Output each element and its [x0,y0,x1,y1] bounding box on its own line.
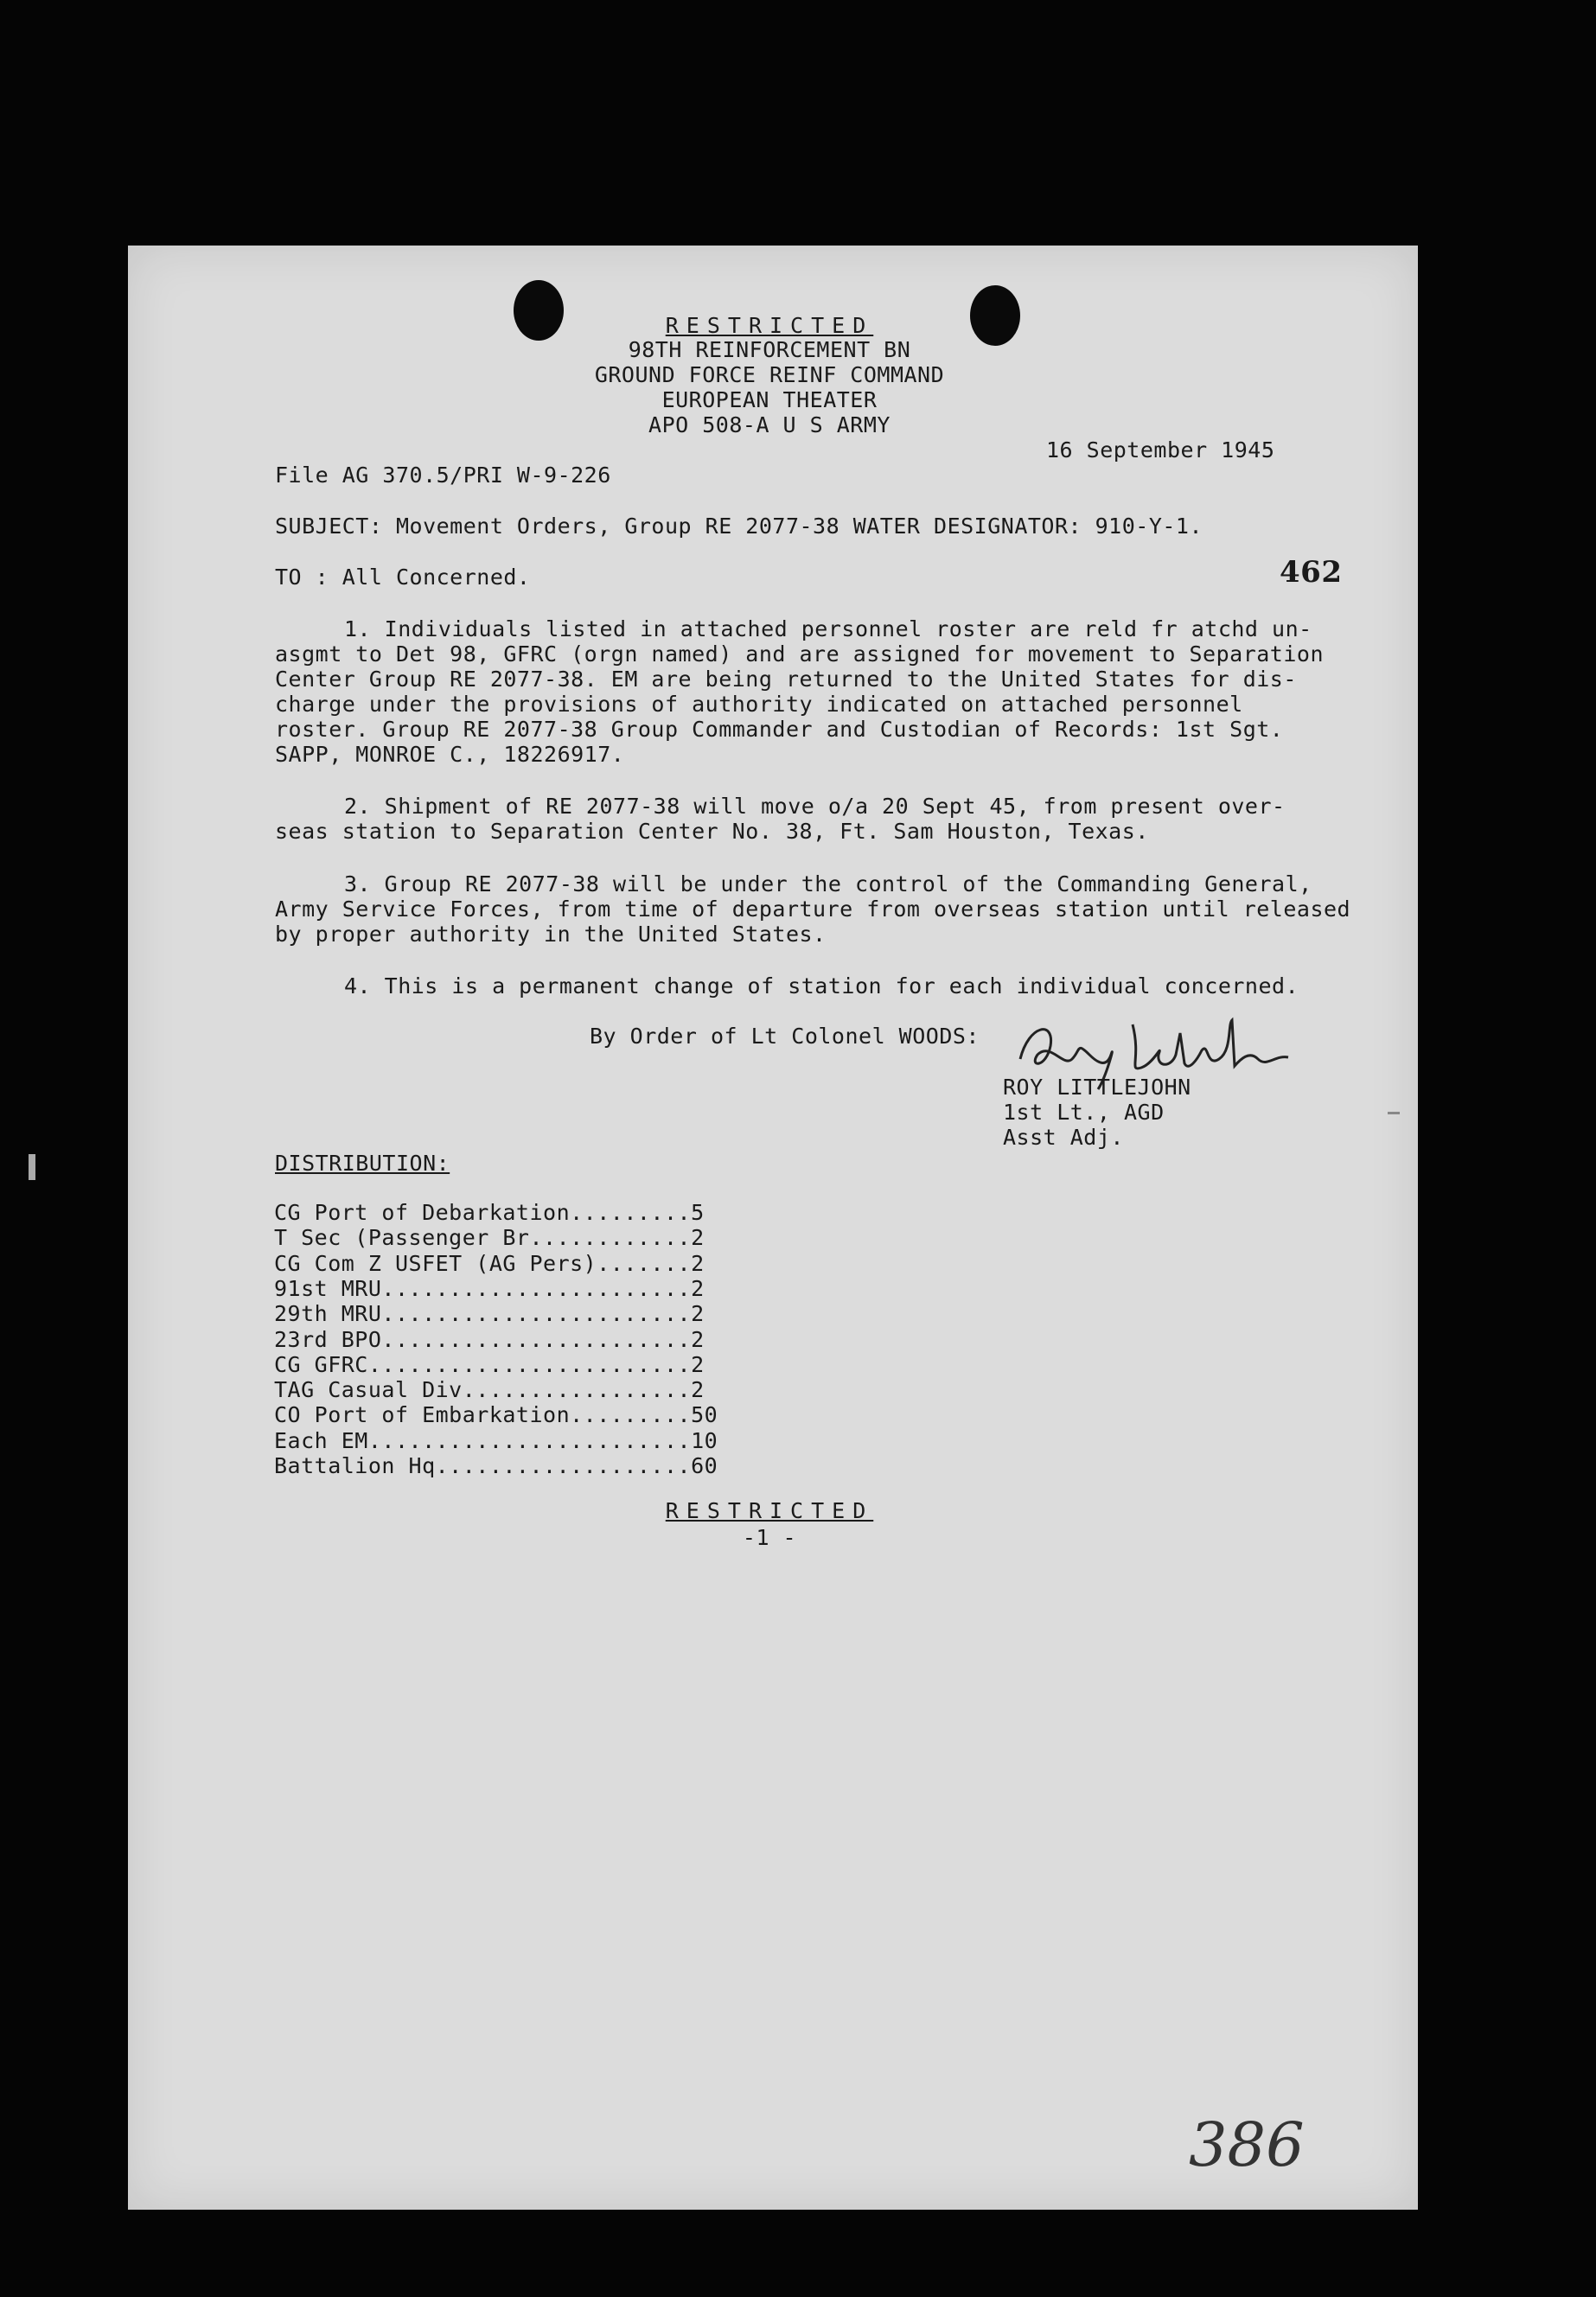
distribution-item: TAG Casual Div.................2 [274,1377,705,1403]
punch-hole-right [970,285,1020,346]
scan-speck [1388,1112,1400,1114]
paragraph-1-line-5: roster. Group RE 2077-38 Group Commander and Custodian of Records: 1st Sgt. [275,717,1284,742]
distribution-item: Battalion Hq...................60 [274,1453,718,1478]
page-number: -1 - [742,1525,797,1550]
punch-hole-left [514,280,564,341]
apo-address: APO 508-A U S ARMY [648,412,891,437]
classification-top: RESTRICTED [665,313,874,338]
paragraph-3-line-3: by proper authority in the United States. [275,922,827,947]
distribution-item: 91st MRU.......................2 [274,1275,705,1301]
to-line: TO : All Concerned. [275,565,531,590]
paragraph-3-line-1: 3. Group RE 2077-38 will be under the control of the Commanding General, [344,871,1312,896]
distribution-item: CG GFRC........................2 [274,1351,705,1377]
document-date: 16 September 1945 [1046,437,1275,463]
scan-speck [29,1154,35,1180]
distribution-item: CG Com Z USFET (AG Pers).......2 [274,1250,705,1276]
paragraph-1-line-3: Center Group RE 2077-38. EM are being returned to the United States for dis- [275,667,1297,692]
distribution-item: 29th MRU.......................2 [274,1301,705,1327]
signatory-name: ROY LITTLEJOHN [1003,1075,1191,1100]
distribution-heading: DISTRIBUTION: [275,1151,450,1176]
paragraph-2-line-1: 2. Shipment of RE 2077-38 will move o/a 20 Sept 45, from present over- [344,794,1286,819]
classification-bottom: RESTRICTED [665,1498,874,1523]
distribution-item: CO Port of Embarkation.........50 [274,1402,718,1428]
distribution-item: CG Port of Debarkation.........5 [274,1200,705,1225]
distribution-item: Each EM........................10 [274,1427,718,1453]
distribution-item: 23rd BPO.......................2 [274,1326,705,1352]
signatory-rank: 1st Lt., AGD [1003,1100,1165,1125]
stamp-number: 462 [1280,555,1343,590]
subject-line: SUBJECT: Movement Orders, Group RE 2077-38 WATER DESIGNATOR: 910-Y-1. [275,514,1203,539]
archive-number: 386 [1189,2109,1305,2180]
paragraph-4: 4. This is a permanent change of station for each individual concerned. [344,973,1299,999]
signatory-title: Asst Adj. [1003,1125,1124,1150]
distribution-item: T Sec (Passenger Br............2 [274,1225,705,1251]
paragraph-1-line-6: SAPP, MONROE C., 18226917. [275,742,625,767]
unit-name: 98TH REINFORCEMENT BN [628,337,911,362]
paragraph-3-line-2: Army Service Forces, from time of departure from overseas station until released [275,896,1351,922]
file-reference: File AG 370.5/PRI W-9-226 [275,463,611,488]
paragraph-2-line-2: seas station to Separation Center No. 38, Ft. Sam Houston, Texas. [275,819,1149,844]
paragraph-1-line-2: asgmt to Det 98, GFRC (orgn named) and are assigned for movement to Separation [275,641,1324,667]
by-order-line: By Order of Lt Colonel WOODS: [590,1024,980,1049]
paragraph-1-line-1: 1. Individuals listed in attached personnel roster are reld fr atchd un- [344,616,1312,641]
paragraph-1-line-4: charge under the provisions of authority indicated on attached personnel [275,692,1243,717]
theater-name: EUROPEAN THEATER [661,387,878,412]
command-name: GROUND FORCE REINF COMMAND [594,362,945,387]
